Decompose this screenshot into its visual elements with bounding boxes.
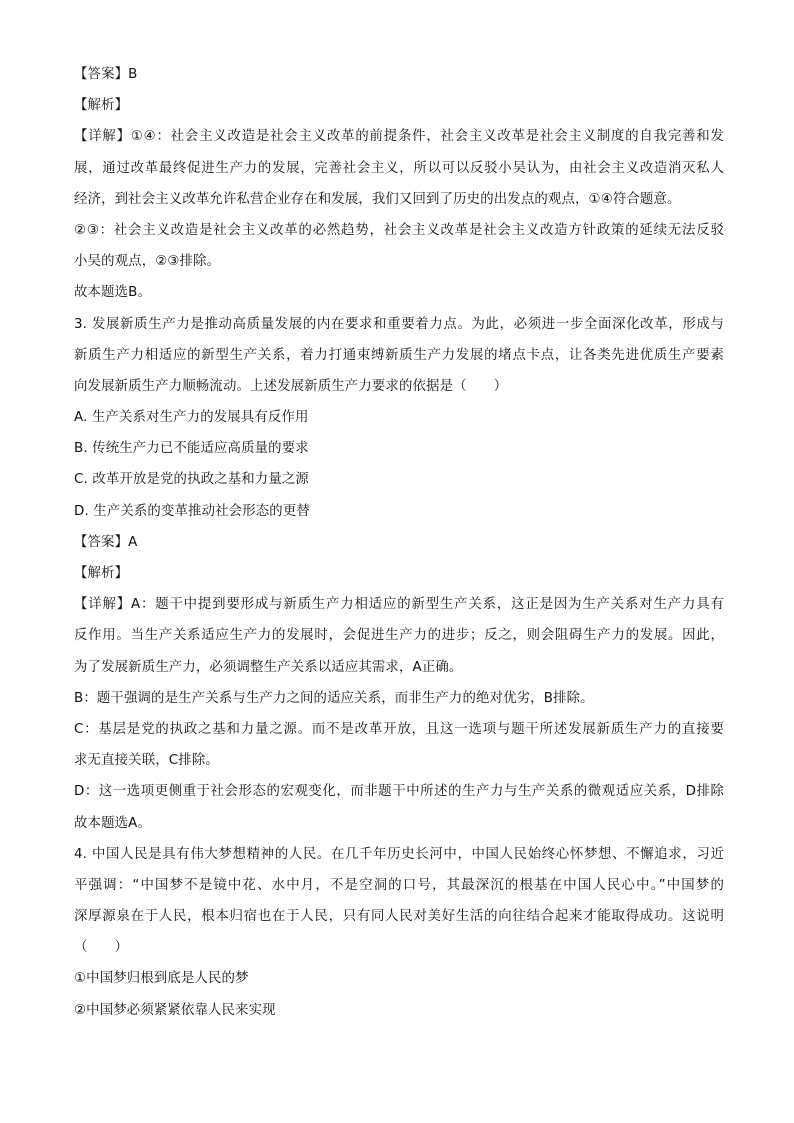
question-4-stem: 平强调：“中国梦不是镜中花、水中月，不是空洞的口号，其最深沉的根基在中国人民心中。”中国梦的 <box>74 877 724 893</box>
analysis-label-q2: 【解析】 <box>74 98 129 114</box>
analysis-label-q3: 【解析】 <box>74 566 129 581</box>
question-4-stem: 深厚源泉在于人民，根本归宿也在于人民，只有同人民对美好生活的向往结合起来才能取得成功。这说明 <box>74 909 724 925</box>
question-4-stem: 4. 中国人民是具有伟大梦想精神的人民。在几千年历史长河中，中国人民始终心怀梦想、不懈追求，习近 <box>74 846 724 862</box>
explanation-line: B：题干强调的是生产关系与生产力之间的适应关系，而非生产力的绝对优劣，B排除。 <box>74 690 594 706</box>
statement-1: ①中国梦归根到底是人民的梦 <box>74 971 249 987</box>
explanation-line: ②③：社会主义改造是社会主义改革的必然趋势，社会主义改革是社会主义改造方针政策的延续无法反驳 <box>74 222 724 238</box>
explanation-line: 小吴的观点，②③排除。 <box>74 254 221 270</box>
question-4-stem: （ ） <box>74 940 129 956</box>
explanation-line: C：基层是党的执政之基和力量之源。而不是改革开放，且这一选项与题干所述发展新质生产力的直接要 <box>74 721 724 737</box>
question-3-stem: 新质生产力相适应的新型生产关系，着力打通束缚新质生产力发展的堵点卡点，让各类先进优质生产要素 <box>74 347 724 363</box>
explanation-line: 展，通过改革最终促进生产力的发展，完善社会主义，所以可以反驳小吴认为，由社会主义改造消灭私人 <box>74 160 724 176</box>
explanation-line: 求无直接关联，C排除。 <box>74 753 219 769</box>
option-d: D. 生产关系的变革推动社会形态的更替 <box>74 503 310 519</box>
explanation-line: D：这一选项更侧重于社会形态的宏观变化，而非题干中所述的生产力与生产关系的微观适应关系，D排除 <box>74 784 724 800</box>
explanation-line: 【详解】A：题干中提到要形成与新质生产力相适应的新型生产关系，这正是因为生产关系对生产力具有 <box>74 597 724 613</box>
option-b: B. 传统生产力已不能适应高质量的要求 <box>74 441 309 457</box>
document-page <box>74 59 724 1026</box>
explanation-line: 为了发展新质生产力，必须调整生产关系以适应其需求，A正确。 <box>74 659 463 675</box>
answer-label-q3: 【答案】A <box>74 534 138 550</box>
option-c: C. 改革开放是党的执政之基和力量之源 <box>74 472 309 488</box>
question-3-stem: 3. 发展新质生产力是推动高质量发展的内在要求和重要着力点。为此，必须进一步全面深化改革，形成与 <box>74 316 724 332</box>
statement-2: ②中国梦必须紧紧依靠人民来实现 <box>74 1002 276 1018</box>
explanation-line: 反作用。当生产关系适应生产力的发展时，会促进生产力的进步；反之，则会阻碍生产力的发展。因此， <box>74 628 724 644</box>
option-a: A. 生产关系对生产力的发展具有反作用 <box>74 410 309 426</box>
explanation-line: 经济，到社会主义改革允许私营企业存在和发展，我们又回到了历史的出发点的观点，①④符合题意。 <box>74 191 681 207</box>
conclusion-q3: 故本题选A。 <box>74 815 152 831</box>
answer-label-q2: 【答案】B <box>74 67 138 82</box>
conclusion-q2: 故本题选B。 <box>74 285 152 301</box>
question-3-stem: 向发展新质生产力顺畅流动。上述发展新质生产力要求的依据是（ ） <box>74 378 508 394</box>
explanation-line: 【详解】①④：社会主义改造是社会主义改革的前提条件，社会主义改革是社会主义制度的自我完善和发 <box>74 129 724 145</box>
